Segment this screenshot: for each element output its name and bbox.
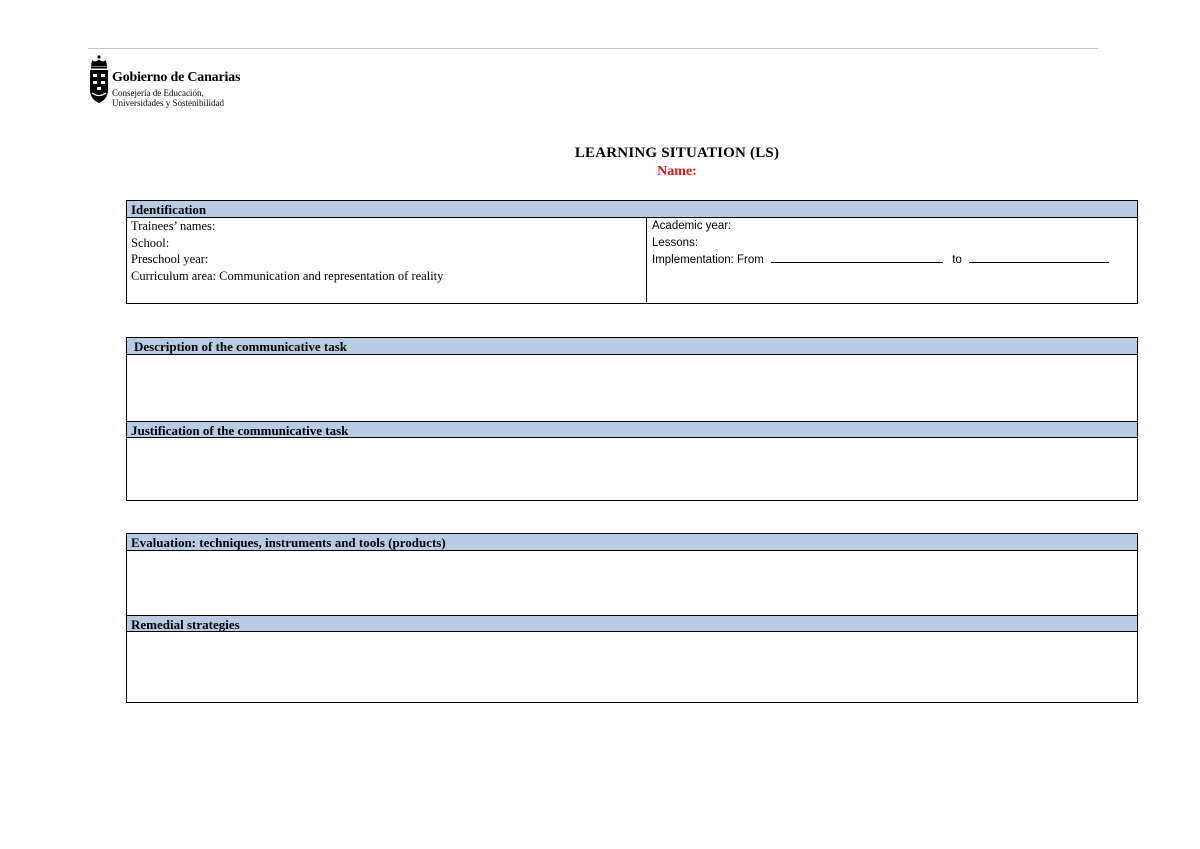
coat-of-arms-icon xyxy=(88,54,110,106)
implementation-from-label: Implementation: From xyxy=(652,254,764,266)
implementation-to-blank xyxy=(969,251,1109,263)
justification-area xyxy=(127,438,1137,496)
lessons-field: Lessons: xyxy=(652,236,699,249)
implementation-to-label: to xyxy=(952,254,962,266)
trainees-names-field: Trainees’ names: xyxy=(131,219,216,233)
top-rule xyxy=(88,48,1098,49)
evaluation-area xyxy=(127,551,1137,615)
curriculum-area-field: Curriculum area: Communication and representation of reality xyxy=(131,268,444,283)
remedial-area xyxy=(127,632,1137,696)
description-heading: Description of the communicative task xyxy=(127,338,1137,355)
academic-year-field: Academic year: xyxy=(652,220,732,232)
preschool-year-field: Preschool year: xyxy=(131,252,209,266)
document-name-label: Name: xyxy=(657,164,697,179)
implementation-from-blank xyxy=(771,251,943,263)
justification-heading: Justification of the communicative task xyxy=(127,421,1137,438)
logo-subtitle-line1: Consejería de Educación, xyxy=(112,88,204,98)
identification-table xyxy=(126,200,1138,304)
document-title: LEARNING SITUATION (LS) xyxy=(574,145,780,161)
evaluation-table xyxy=(126,533,1138,703)
identification-right-cell xyxy=(648,218,1137,302)
identification-left-cell xyxy=(127,218,647,302)
description-area xyxy=(127,355,1137,421)
logo-title: Gobierno de Canarias xyxy=(112,70,241,85)
school-field: School: xyxy=(131,235,170,250)
communicative-task-table xyxy=(126,337,1138,501)
gobierno-canarias-logo xyxy=(88,54,288,114)
remedial-heading: Remedial strategies xyxy=(127,615,1137,632)
logo-subtitle-line2: Universidades y Sostenibilidad xyxy=(112,98,224,108)
evaluation-heading: Evaluation: techniques, instruments and tools (products) xyxy=(127,534,1137,551)
identification-heading: Identification xyxy=(127,201,1137,218)
implementation-field xyxy=(652,251,1137,269)
